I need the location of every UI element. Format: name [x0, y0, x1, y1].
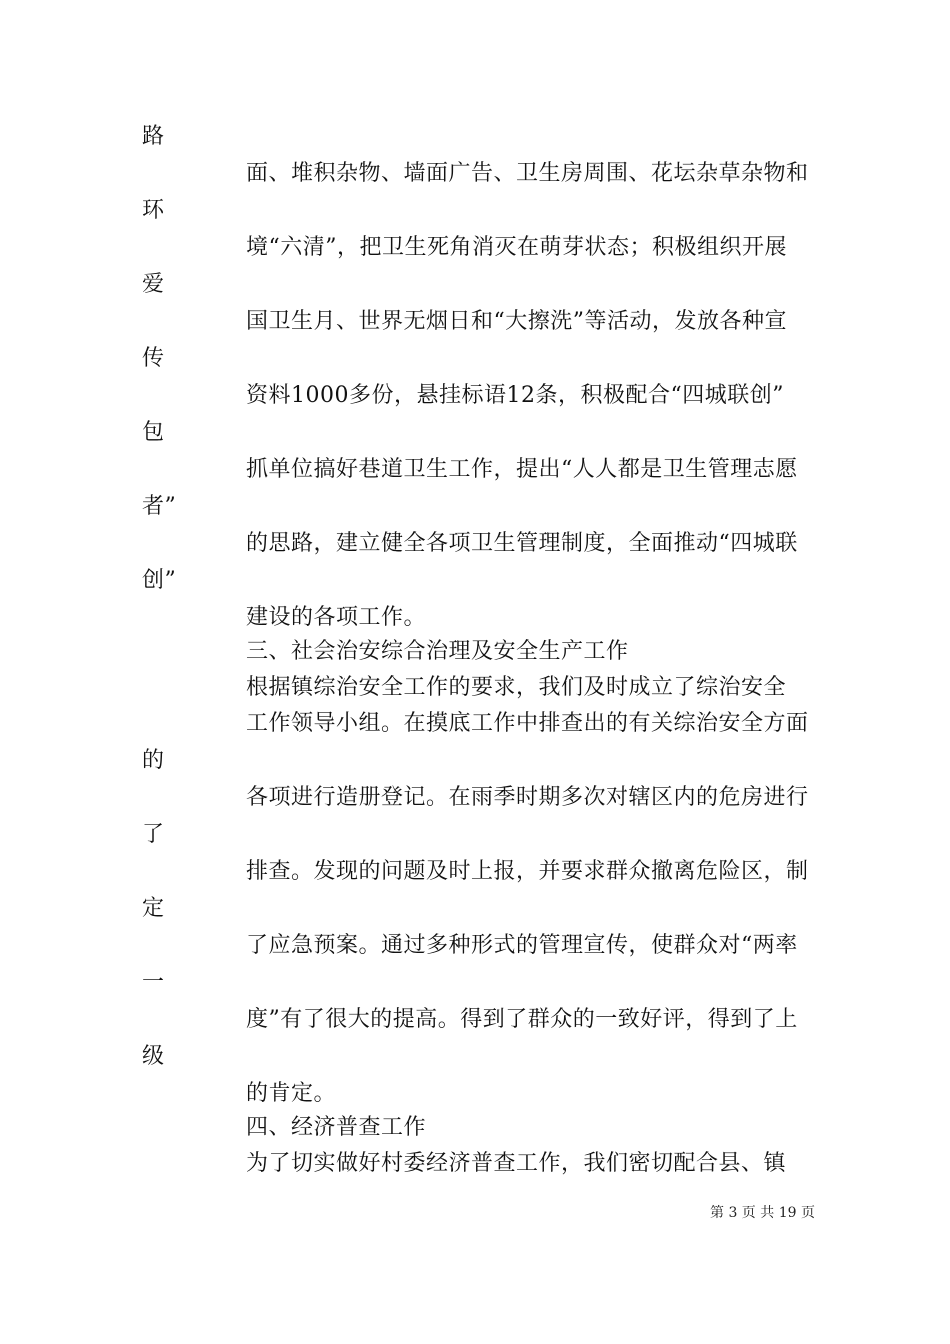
text-line: 的肯定。: [246, 1081, 337, 1106]
text-line: 包: [142, 420, 165, 445]
text-line: 排查。发现的问题及时上报，并要求群众撤离危险区，制: [246, 859, 809, 884]
text-line: 爱: [142, 272, 165, 297]
text-line: 定: [142, 896, 165, 921]
text-line: 根据镇综治安全工作的要求，我们及时成立了综治安全: [246, 675, 787, 700]
page-number-footer: 第 3 页 共 19 页: [710, 1205, 815, 1221]
text-line: 了: [142, 822, 165, 847]
text-line: 面、堆积杂物、墙面广告、卫生房周围、花坛杂草杂物和: [246, 161, 809, 186]
text-line: 创”: [142, 568, 177, 593]
text-line: 环: [142, 198, 165, 223]
text-line: 境“六清”，把卫生死角消灭在萌芽状态；积极组织开展: [246, 235, 787, 260]
text-line: 抓单位搞好巷道卫生工作，提出“人人都是卫生管理志愿: [246, 457, 798, 482]
text-line: 一: [142, 970, 165, 995]
text-line: 传: [142, 346, 165, 371]
section-heading: 三、社会治安综合治理及安全生产工作: [246, 639, 629, 664]
text-line: 资料1000多份，悬挂标语12条，积极配合“四城联创”: [246, 383, 784, 408]
text-line: 路: [142, 124, 165, 149]
text-line: 工作领导小组。在摸底工作中排查出的有关综治安全方面: [246, 711, 809, 736]
text-line: 建设的各项工作。: [246, 605, 427, 630]
text-line: 了应急预案。通过多种形式的管理宣传，使群众对“两率: [246, 933, 798, 958]
text-line: 级: [142, 1044, 165, 1069]
section-heading: 四、经济普查工作: [246, 1115, 427, 1140]
text-line: 国卫生月、世界无烟日和“大擦洗”等活动，发放各种宣: [246, 309, 787, 334]
text-line: 的: [142, 748, 165, 773]
text-line: 为了切实做好村委经济普查工作，我们密切配合县、镇: [246, 1151, 787, 1176]
text-line: 度”有了很大的提高。得到了群众的一致好评，得到了上: [246, 1007, 798, 1032]
text-line: 的思路，建立健全各项卫生管理制度，全面推动“四城联: [246, 531, 798, 556]
text-line: 各项进行造册登记。在雨季时期多次对辖区内的危房进行: [246, 785, 809, 810]
text-line: 者”: [142, 494, 177, 519]
